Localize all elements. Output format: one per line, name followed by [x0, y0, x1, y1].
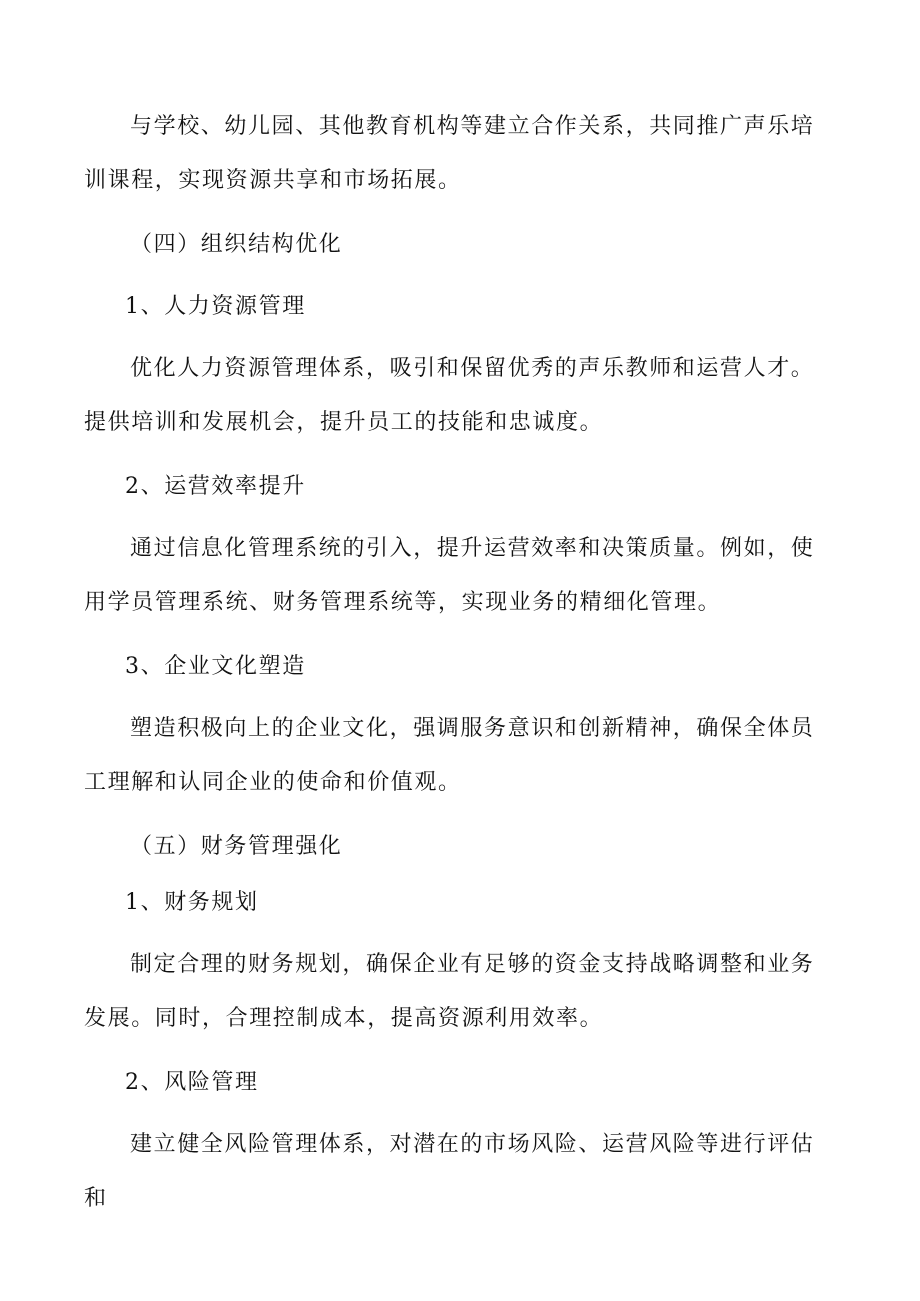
paragraph-financial-planning: 制定合理的财务规划，确保企业有足够的资金支持战略调整和业务发展。同时，合理控制成本，提高资源利用效率。 — [84, 952, 815, 1031]
section-heading-finance: （五）财务管理强化 — [130, 834, 343, 859]
paragraph-corporate-culture: 塑造积极向上的企业文化，强调服务意识和创新精神，确保全体员工理解和认同企业的使命和价值观。 — [84, 716, 815, 795]
subheading-human-resources: 1、人力资源管理 — [125, 294, 306, 319]
subheading-risk-management: 2、风险管理 — [125, 1070, 259, 1095]
paragraph-partnerships: 与学校、幼儿园、其他教育机构等建立合作关系，共同推广声乐培训课程，实现资源共享和市场拓展。 — [84, 114, 815, 193]
paragraph-human-resources: 优化人力资源管理体系，吸引和保留优秀的声乐教师和运营人才。提供培训和发展机会，提升员工的技能和忠诚度。 — [84, 356, 815, 435]
section-heading-organization: （四）组织结构优化 — [130, 232, 343, 257]
subheading-corporate-culture: 3、企业文化塑造 — [125, 654, 306, 679]
paragraph-operational-efficiency: 通过信息化管理系统的引入，提升运营效率和决策质量。例如，使用学员管理系统、财务管理系统等，实现业务的精细化管理。 — [84, 536, 815, 615]
subheading-financial-planning: 1、财务规划 — [125, 890, 259, 915]
subheading-operational-efficiency: 2、运营效率提升 — [125, 474, 306, 499]
paragraph-risk-management: 建立健全风险管理体系，对潜在的市场风险、运营风险等进行评估和 — [84, 1132, 815, 1211]
